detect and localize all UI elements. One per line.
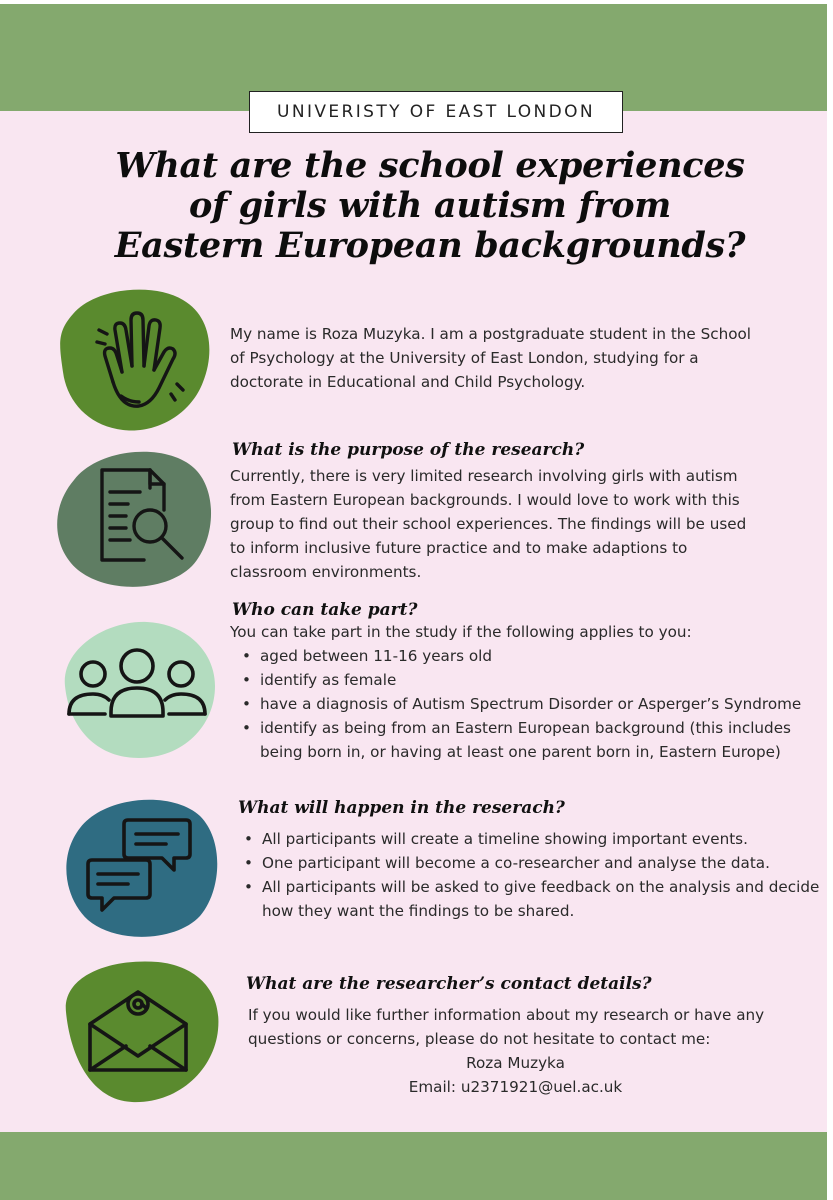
bottom-green-band xyxy=(0,1132,827,1200)
flyer-page xyxy=(0,4,827,1200)
title-line-3: Eastern European backgrounds? xyxy=(114,225,746,266)
list-item: • identify as being from an Eastern European background (this includes being born in, or having at least one parent born in, Eastern Europe) xyxy=(260,716,827,764)
who-bullets xyxy=(230,644,827,764)
who-section-body xyxy=(230,620,827,764)
list-item: • All participants will create a timeline showing important events. xyxy=(262,827,822,851)
university-banner xyxy=(249,91,623,133)
who-heading: Who can take part? xyxy=(232,600,418,620)
hand-wave-icon xyxy=(55,286,215,436)
list-item: • identify as female xyxy=(260,668,827,692)
list-item: • aged between 11-16 years old xyxy=(260,644,827,668)
contact-heading: What are the researcher’s contact details? xyxy=(246,974,652,994)
purpose-heading: What is the purpose of the research? xyxy=(232,440,585,460)
contact-name: Roza Muzyka xyxy=(466,1054,565,1072)
happen-bullets xyxy=(232,827,822,923)
happen-heading: What will happen in the reserach? xyxy=(238,798,565,818)
list-item: • have a diagnosis of Autism Spectrum Disorder or Asperger’s Syndrome xyxy=(260,692,827,716)
contact-paragraph: If you would like further information about my research or have any questions or concerns, please do not hesitate to contact me: Roza Muzyka Email: u2371921@uel.ac.uk xyxy=(248,1003,823,1099)
document-search-icon xyxy=(50,444,218,592)
happen-section-body xyxy=(232,827,822,923)
chat-bubbles-icon xyxy=(60,794,220,942)
intro-paragraph: My name is Roza Muzyka. I am a postgraduate student in the School of Psychology at the University of East London, studying for a doctorate in Educational and Child Psychology. xyxy=(230,325,752,391)
title-line-1: What are the school experiences xyxy=(115,145,745,186)
list-item: • One participant will become a co-researcher and analyse the data. xyxy=(262,851,822,875)
university-name: UNIVERISTY OF EAST LONDON xyxy=(277,102,595,122)
group-people-icon xyxy=(55,616,219,762)
page-title xyxy=(40,146,820,266)
title-line-2: of girls with autism from xyxy=(188,185,672,226)
contact-email[interactable]: Email: u2371921@uel.ac.uk xyxy=(408,1078,623,1096)
list-item: • All participants will be asked to give feedback on the analysis and decide how they want the findings to be shared. xyxy=(262,875,822,923)
email-envelope-icon xyxy=(52,958,224,1108)
purpose-paragraph: Currently, there is very limited research involving girls with autism from Eastern European backgrounds. I would love to work with this group to find out their school experiences. The findings will be used to inform inclusive future practice and to make adaptions to classroom environments. xyxy=(230,467,747,581)
who-intro: You can take part in the study if the following applies to you: xyxy=(230,623,692,641)
